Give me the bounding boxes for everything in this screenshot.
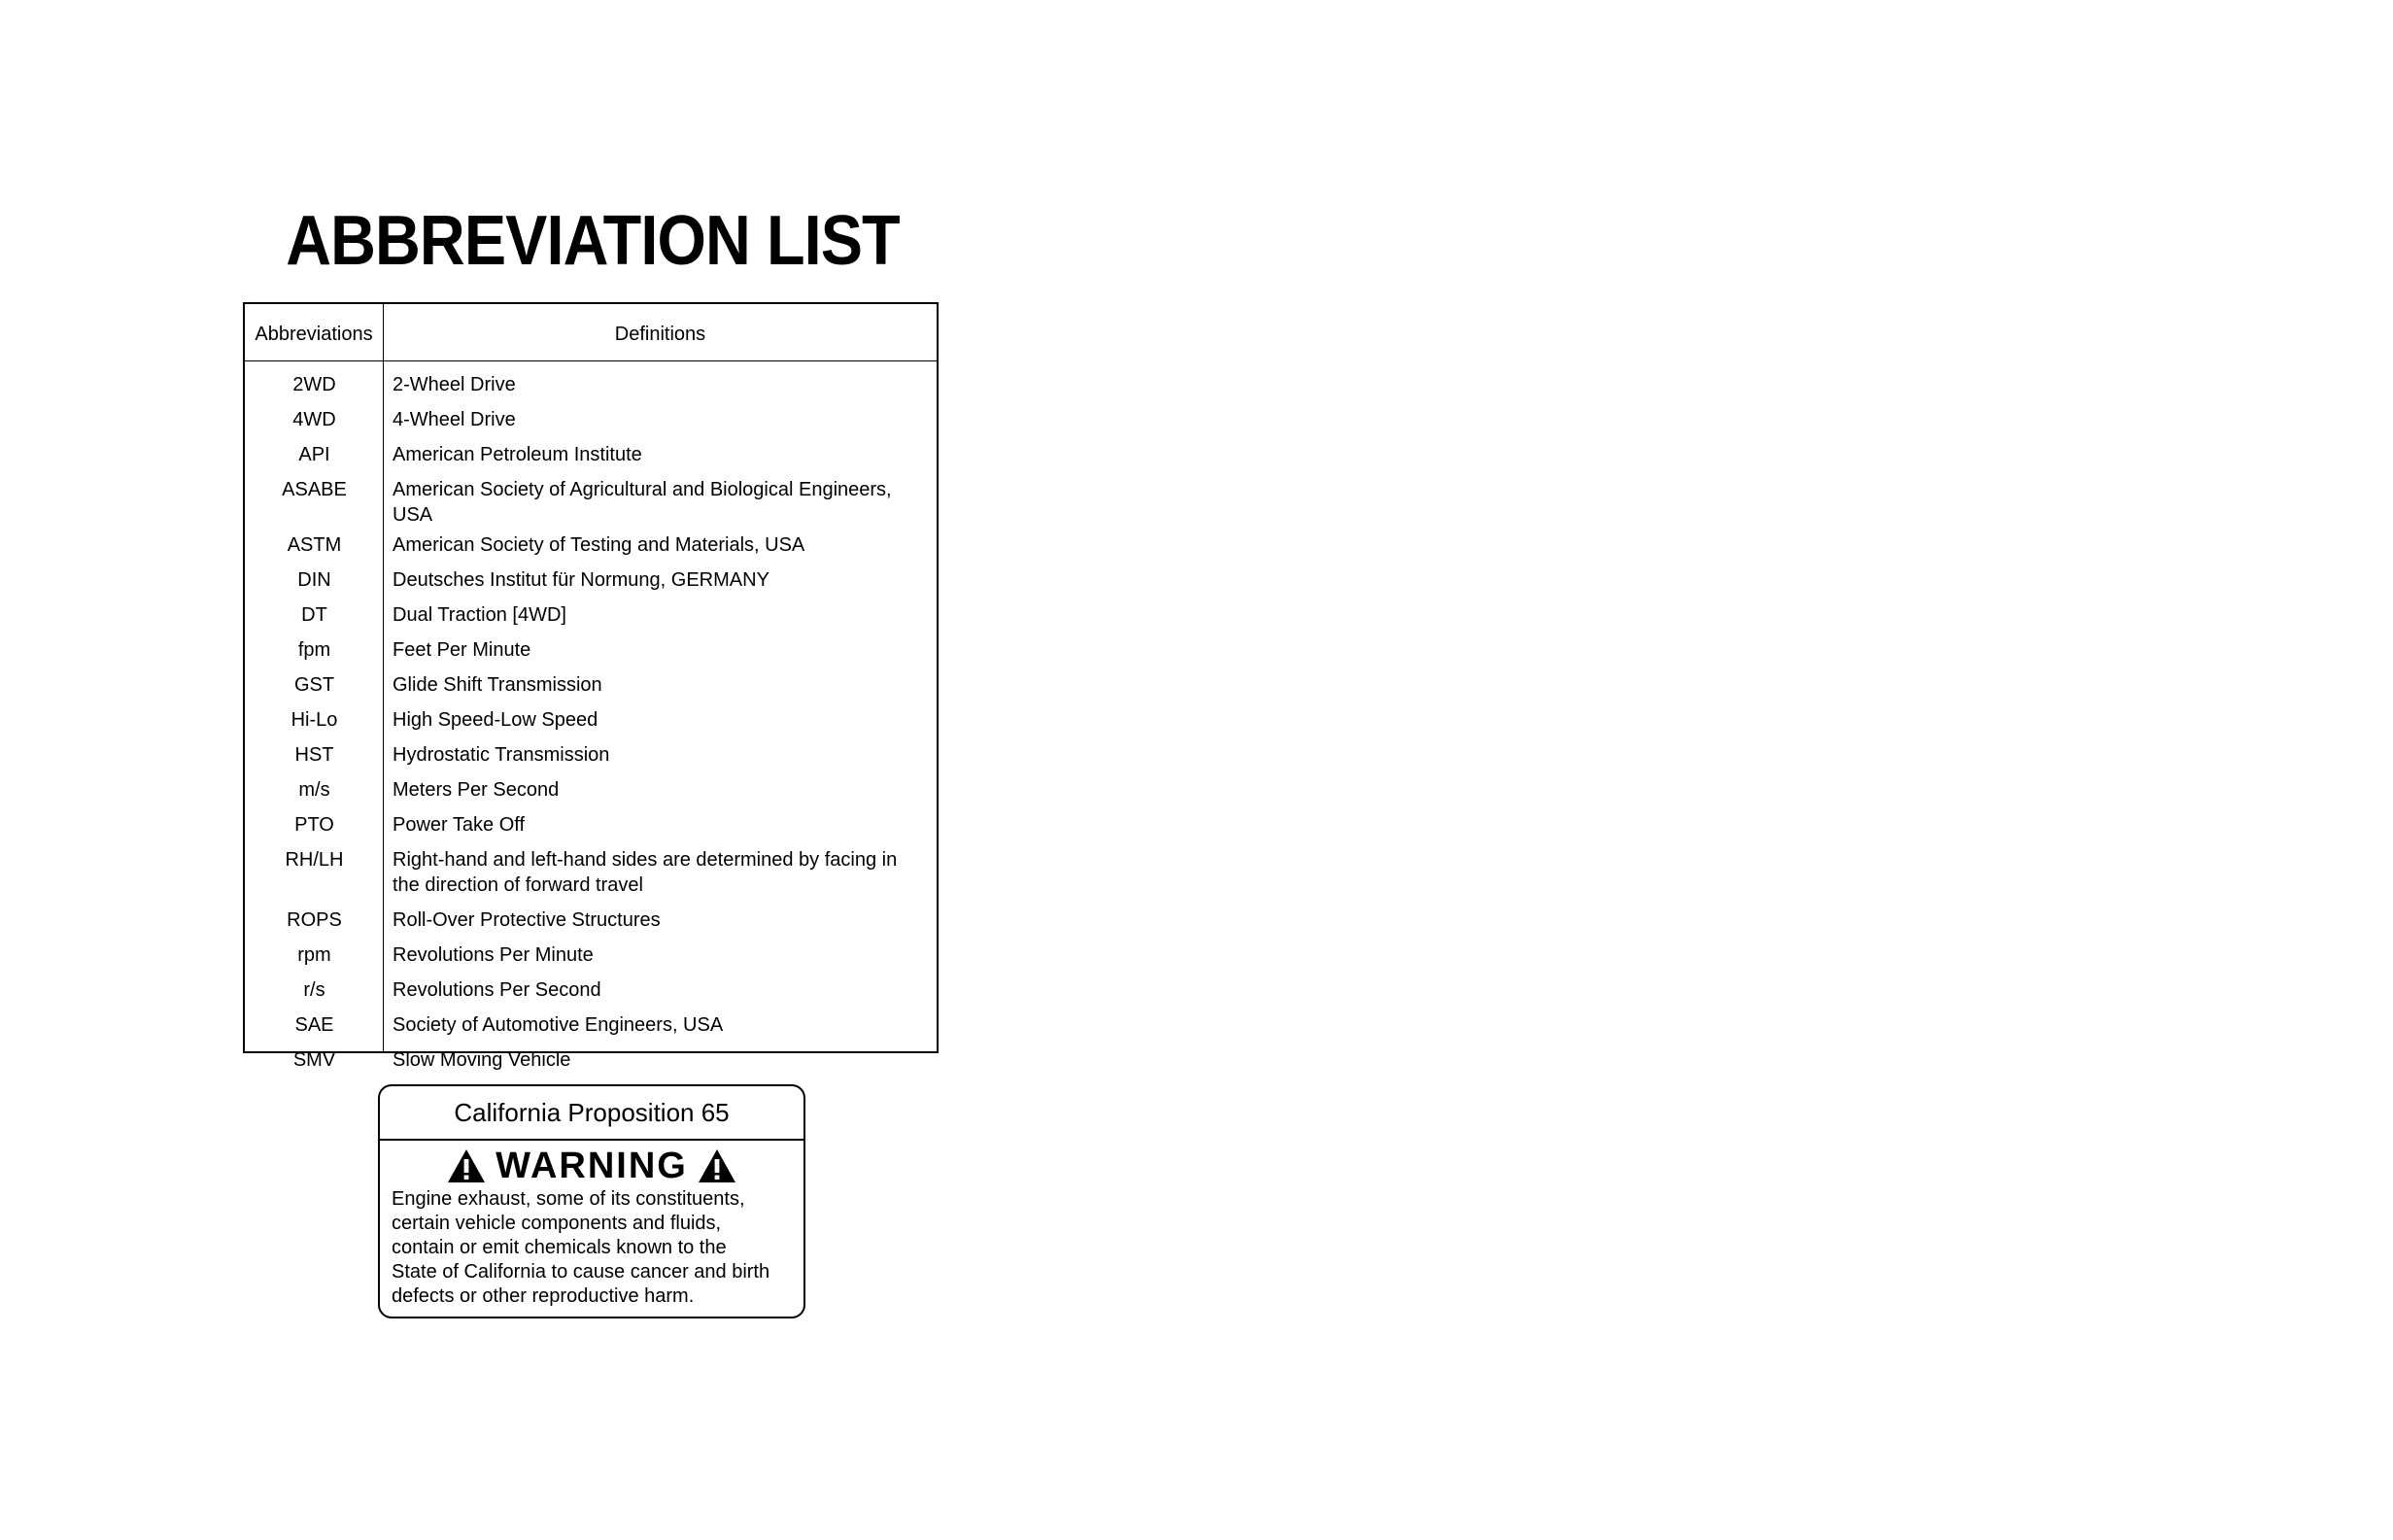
- definition-cell: Slow Moving Vehicle: [393, 1049, 571, 1071]
- definition-cell: 4-Wheel Drive: [393, 409, 516, 430]
- abbreviation-cell: rpm: [297, 944, 331, 966]
- abbreviation-cell: ROPS: [287, 909, 342, 931]
- definition-cell: Revolutions Per Minute: [393, 944, 594, 966]
- table-row: [245, 842, 937, 903]
- abbreviation-cell: PTO: [294, 814, 334, 836]
- table-header-row: [245, 304, 937, 361]
- table-row: [245, 402, 937, 437]
- abbreviation-cell: 2WD: [292, 374, 336, 395]
- abbreviation-cell: 4WD: [292, 409, 336, 430]
- page-title: ABBREVIATION LIST: [286, 202, 900, 280]
- table-row: [245, 702, 937, 737]
- table-row: [245, 472, 937, 528]
- definition-cell: Meters Per Second: [393, 779, 560, 801]
- table-row: [245, 367, 937, 402]
- table-row: [245, 772, 937, 807]
- abbreviation-cell: SAE: [294, 1014, 334, 1036]
- table-row: [245, 437, 937, 472]
- definition-cell: Hydrostatic Transmission: [393, 744, 610, 766]
- definition-cell: 2-Wheel Drive: [393, 374, 516, 395]
- warning-triangle-icon: [447, 1148, 486, 1183]
- warning-title: WARNING: [496, 1146, 688, 1186]
- definition-cell: Revolutions Per Second: [393, 979, 601, 1001]
- abbreviation-cell: ASTM: [287, 534, 342, 556]
- table-row: [245, 563, 937, 598]
- definition-cell: Right-hand and left-hand sides are determined by facing in the direction of forward travel: [393, 849, 898, 896]
- abbreviation-cell: Hi-Lo: [291, 709, 338, 731]
- table-row: [245, 807, 937, 842]
- abbreviation-cell: fpm: [297, 639, 331, 661]
- table-row: [245, 598, 937, 633]
- warning-triangle-icon: [698, 1148, 736, 1183]
- abbreviation-table: [243, 302, 939, 1071]
- abbreviation-cell: DT: [301, 604, 327, 626]
- table-row: [245, 973, 937, 1008]
- table-row: [245, 1008, 937, 1043]
- definition-cell: Dual Traction [4WD]: [393, 604, 566, 626]
- definition-cell: American Society of Agricultural and Biological Engineers, USA: [393, 479, 892, 526]
- warning-text: Engine exhaust, some of its constituents, certain vehicle components and fluids, contain or emit chemicals known to the State of California to cause cancer and birth defects or other reproductive harm.: [392, 1188, 770, 1307]
- table-row: [245, 667, 937, 702]
- warning-title-row: [380, 1146, 803, 1185]
- header-abbreviations: Abbreviations: [245, 304, 384, 360]
- abbreviation-cell: HST: [294, 744, 334, 766]
- abbreviation-cell: SMV: [292, 1049, 336, 1071]
- table-row: [245, 938, 937, 973]
- definition-cell: Society of Automotive Engineers, USA: [393, 1014, 724, 1036]
- abbreviation-cell: m/s: [298, 779, 330, 801]
- definition-cell: Glide Shift Transmission: [393, 674, 602, 696]
- table-row: [245, 528, 937, 563]
- prop65-warning-box: [378, 1084, 805, 1318]
- abbreviation-cell: API: [298, 444, 330, 465]
- warning-header: California Proposition 65: [380, 1086, 803, 1141]
- table-row: [245, 737, 937, 772]
- definition-cell: American Petroleum Institute: [393, 444, 642, 465]
- definition-cell: Power Take Off: [393, 814, 525, 836]
- table-row: [245, 633, 937, 667]
- definition-cell: Feet Per Minute: [393, 639, 531, 661]
- table-row: [245, 1043, 937, 1078]
- abbreviation-cell: ASABE: [282, 479, 347, 500]
- abbreviation-cell: RH/LH: [285, 849, 344, 871]
- abbreviation-cell: GST: [293, 674, 335, 696]
- definition-cell: Roll-Over Protective Structures: [393, 909, 661, 931]
- abbreviation-cell: DIN: [297, 569, 331, 591]
- table-row: [245, 903, 937, 938]
- table-rows: [245, 361, 937, 1078]
- definition-cell: Deutsches Institut für Normung, GERMANY: [393, 569, 769, 591]
- definition-cell: High Speed-Low Speed: [393, 709, 598, 731]
- definition-cell: American Society of Testing and Materials, USA: [393, 534, 805, 556]
- abbreviation-cell: r/s: [303, 979, 325, 1001]
- header-definitions: Definitions: [614, 323, 706, 345]
